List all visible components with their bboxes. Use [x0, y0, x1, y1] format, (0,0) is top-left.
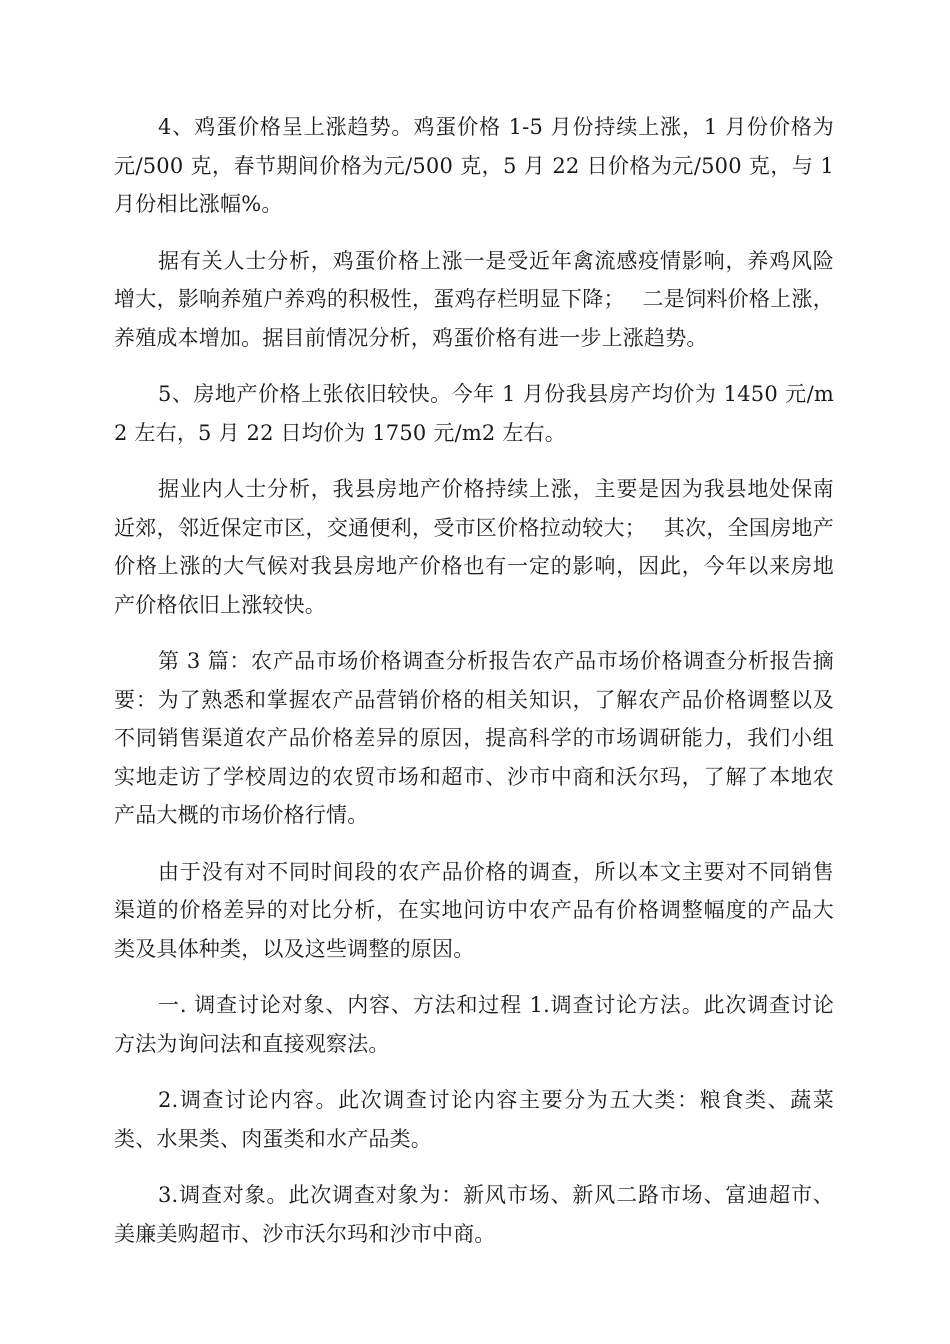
paragraph-egg-price-analysis: 据有关人士分析，鸡蛋价格上涨一是受近年禽流感疫情影响，养鸡风险增大，影响养殖户养鸡的积极性，蛋鸡存栏明显下降； 二是饲料价格上涨，养殖成本增加。据目前情况分析，鸡蛋价格有进一步上涨趋势。 [114, 248, 834, 350]
paragraph-survey-objects: 3.调查对象。此次调查对象为：新风市场、新风二路市场、富迪超市、美廉美购超市、沙市沃尔玛和沙市中商。 [114, 1183, 834, 1246]
paragraph-egg-price-trend: 4、鸡蛋价格呈上涨趋势。鸡蛋价格 1-5 月份持续上涨，1 月份价格为元/500 克，春节期间价格为元/500 克，5 月 22 日价格为元/500 克，与 1 月份相比涨幅%。 [114, 115, 834, 216]
paragraph-real-estate-analysis: 据业内人士分析，我县房地产价格持续上涨，主要是因为我县地处保南近郊，邻近保定市区，交通便利，受市区价格拉动较大； 其次，全国房地产价格上涨的大气候对我县房地产价格也有一定的影响，因此，今年以来房地产价格依旧上涨较快。 [114, 477, 834, 617]
paragraph-survey-method: 一. 调查讨论对象、内容、方法和过程 1.调查讨论方法。此次调查讨论方法为询问法和直接观察法。 [114, 993, 834, 1056]
paragraph-real-estate-price: 5、房地产价格上张依旧较快。今年 1 月份我县房产均价为 1450 元/m2 左右，5 月 22 日均价为 1750 元/m2 左右。 [114, 382, 834, 445]
document-body [114, 108, 834, 1271]
paragraph-report-abstract: 第 3 篇：农产品市场价格调查分析报告农产品市场价格调查分析报告摘要：为了熟悉和掌握农产品营销价格的相关知识，了解农产品价格调整以及不同销售渠道农产品价格差异的原因，提高科学的市场调研能力，我们小组实地走访了学校周边的农贸市场和超市、沙市中商和沃尔玛，了解了本地农产品大概的市场价格行情。 [114, 649, 834, 827]
paragraph-survey-content: 2.调查讨论内容。此次调查讨论内容主要分为五大类：粮食类、蔬菜类、水果类、肉蛋类和水产品类。 [114, 1088, 834, 1151]
paragraph-report-scope: 由于没有对不同时间段的农产品价格的调查，所以本文主要对不同销售渠道的价格差异的对比分析，在实地问访中农产品有价格调整幅度的产品大类及具体种类，以及这些调整的原因。 [114, 859, 834, 961]
